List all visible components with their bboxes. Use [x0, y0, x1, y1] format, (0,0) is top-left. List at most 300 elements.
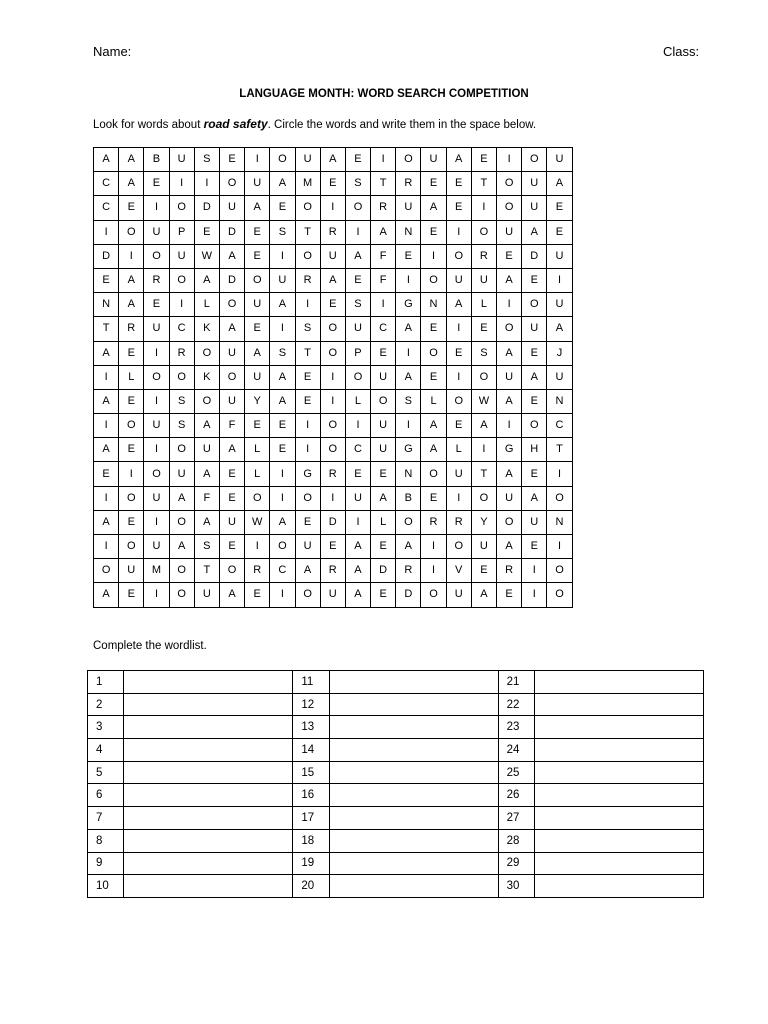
grid-letter[interactable]: I	[144, 438, 169, 462]
grid-letter[interactable]: I	[169, 293, 194, 317]
grid-letter[interactable]: F	[371, 244, 396, 268]
grid-letter[interactable]: E	[446, 172, 471, 196]
grid-letter[interactable]: R	[497, 559, 522, 583]
grid-letter[interactable]: O	[471, 486, 496, 510]
grid-letter[interactable]: R	[320, 559, 345, 583]
grid-letter[interactable]: U	[446, 583, 471, 607]
grid-letter[interactable]: U	[219, 510, 244, 534]
grid-letter[interactable]: T	[547, 438, 572, 462]
grid-letter[interactable]: E	[320, 293, 345, 317]
grid-letter[interactable]: O	[144, 462, 169, 486]
grid-letter[interactable]: S	[270, 220, 295, 244]
grid-letter[interactable]: E	[371, 535, 396, 559]
grid-letter[interactable]: I	[119, 244, 144, 268]
grid-letter[interactable]: O	[194, 341, 219, 365]
grid-letter[interactable]: S	[471, 341, 496, 365]
grid-letter[interactable]: O	[497, 510, 522, 534]
wordlist-answer-field[interactable]	[534, 829, 703, 852]
grid-letter[interactable]: E	[270, 438, 295, 462]
grid-letter[interactable]: I	[421, 244, 446, 268]
grid-letter[interactable]: O	[446, 535, 471, 559]
grid-letter[interactable]: L	[194, 293, 219, 317]
grid-letter[interactable]: R	[446, 510, 471, 534]
grid-letter[interactable]: A	[371, 220, 396, 244]
grid-letter[interactable]: O	[245, 268, 270, 292]
grid-letter[interactable]: E	[446, 196, 471, 220]
grid-letter[interactable]: R	[421, 510, 446, 534]
grid-letter[interactable]: A	[219, 438, 244, 462]
grid-letter[interactable]: U	[371, 365, 396, 389]
grid-letter[interactable]: I	[396, 341, 421, 365]
grid-letter[interactable]: A	[421, 196, 446, 220]
wordlist-answer-field[interactable]	[329, 716, 498, 739]
grid-letter[interactable]: A	[169, 535, 194, 559]
grid-letter[interactable]: U	[371, 438, 396, 462]
grid-letter[interactable]: F	[194, 486, 219, 510]
grid-letter[interactable]: A	[94, 438, 119, 462]
grid-letter[interactable]: O	[119, 414, 144, 438]
grid-letter[interactable]: R	[295, 268, 320, 292]
grid-letter[interactable]: U	[295, 535, 320, 559]
grid-letter[interactable]: I	[270, 583, 295, 607]
grid-letter[interactable]: I	[446, 317, 471, 341]
grid-letter[interactable]: I	[94, 486, 119, 510]
grid-letter[interactable]: O	[169, 268, 194, 292]
grid-letter[interactable]: E	[295, 389, 320, 413]
grid-letter[interactable]: E	[119, 196, 144, 220]
grid-letter[interactable]: E	[270, 196, 295, 220]
wordlist-answer-field[interactable]	[124, 852, 293, 875]
wordlist-answer-field[interactable]	[124, 829, 293, 852]
grid-letter[interactable]: O	[119, 486, 144, 510]
grid-letter[interactable]: R	[245, 559, 270, 583]
grid-letter[interactable]: O	[169, 559, 194, 583]
grid-letter[interactable]: A	[371, 486, 396, 510]
grid-letter[interactable]: U	[547, 293, 572, 317]
grid-letter[interactable]: E	[345, 268, 370, 292]
grid-letter[interactable]: A	[497, 389, 522, 413]
grid-letter[interactable]: Y	[471, 510, 496, 534]
grid-letter[interactable]: O	[144, 365, 169, 389]
grid-letter[interactable]: E	[471, 559, 496, 583]
grid-letter[interactable]: A	[194, 414, 219, 438]
grid-letter[interactable]: A	[94, 148, 119, 172]
grid-letter[interactable]: U	[522, 172, 547, 196]
wordlist-answer-field[interactable]	[124, 671, 293, 694]
grid-letter[interactable]: O	[169, 510, 194, 534]
grid-letter[interactable]: I	[396, 268, 421, 292]
grid-letter[interactable]: I	[547, 535, 572, 559]
grid-letter[interactable]: I	[119, 462, 144, 486]
grid-letter[interactable]: E	[94, 268, 119, 292]
grid-letter[interactable]: A	[345, 244, 370, 268]
grid-letter[interactable]: S	[295, 317, 320, 341]
grid-letter[interactable]: I	[94, 414, 119, 438]
wordlist-answer-field[interactable]	[329, 875, 498, 898]
grid-letter[interactable]: R	[396, 559, 421, 583]
grid-letter[interactable]: O	[497, 196, 522, 220]
grid-letter[interactable]: O	[295, 196, 320, 220]
grid-letter[interactable]: E	[219, 486, 244, 510]
grid-letter[interactable]: I	[270, 462, 295, 486]
grid-letter[interactable]: W	[194, 244, 219, 268]
grid-letter[interactable]: S	[169, 414, 194, 438]
grid-letter[interactable]: O	[320, 438, 345, 462]
grid-letter[interactable]: D	[94, 244, 119, 268]
grid-letter[interactable]: O	[169, 365, 194, 389]
grid-letter[interactable]: I	[522, 583, 547, 607]
grid-letter[interactable]: O	[295, 244, 320, 268]
grid-letter[interactable]: I	[94, 220, 119, 244]
grid-letter[interactable]: O	[547, 486, 572, 510]
grid-letter[interactable]: I	[345, 220, 370, 244]
grid-letter[interactable]: W	[471, 389, 496, 413]
grid-letter[interactable]: L	[245, 462, 270, 486]
grid-letter[interactable]: U	[169, 244, 194, 268]
grid-letter[interactable]: A	[522, 220, 547, 244]
grid-letter[interactable]: T	[295, 220, 320, 244]
grid-letter[interactable]: T	[471, 172, 496, 196]
grid-letter[interactable]: N	[547, 389, 572, 413]
grid-letter[interactable]: C	[547, 414, 572, 438]
grid-letter[interactable]: I	[547, 462, 572, 486]
grid-letter[interactable]: A	[497, 462, 522, 486]
grid-letter[interactable]: D	[219, 220, 244, 244]
grid-letter[interactable]: N	[421, 293, 446, 317]
grid-letter[interactable]: I	[144, 583, 169, 607]
grid-letter[interactable]: L	[345, 389, 370, 413]
grid-letter[interactable]: O	[421, 341, 446, 365]
grid-letter[interactable]: L	[421, 389, 446, 413]
grid-letter[interactable]: I	[421, 535, 446, 559]
grid-letter[interactable]: A	[270, 365, 295, 389]
grid-letter[interactable]: O	[320, 341, 345, 365]
grid-letter[interactable]: D	[194, 196, 219, 220]
grid-letter[interactable]: M	[295, 172, 320, 196]
grid-letter[interactable]: F	[371, 268, 396, 292]
grid-letter[interactable]: I	[94, 365, 119, 389]
grid-letter[interactable]: E	[345, 148, 370, 172]
grid-letter[interactable]: N	[94, 293, 119, 317]
grid-letter[interactable]: I	[396, 414, 421, 438]
wordlist-answer-field[interactable]	[534, 716, 703, 739]
grid-letter[interactable]: C	[169, 317, 194, 341]
grid-letter[interactable]: R	[396, 172, 421, 196]
wordlist-answer-field[interactable]	[534, 739, 703, 762]
grid-letter[interactable]: E	[219, 535, 244, 559]
wordlist-answer-field[interactable]	[124, 716, 293, 739]
grid-letter[interactable]: D	[320, 510, 345, 534]
wordlist-answer-field[interactable]	[534, 761, 703, 784]
grid-letter[interactable]: D	[396, 583, 421, 607]
grid-letter[interactable]: E	[144, 293, 169, 317]
grid-letter[interactable]: S	[270, 341, 295, 365]
grid-letter[interactable]: U	[497, 365, 522, 389]
grid-letter[interactable]: A	[421, 414, 446, 438]
grid-letter[interactable]: U	[522, 196, 547, 220]
grid-letter[interactable]: A	[446, 148, 471, 172]
grid-letter[interactable]: O	[245, 486, 270, 510]
grid-letter[interactable]: E	[119, 389, 144, 413]
wordlist-answer-field[interactable]	[329, 671, 498, 694]
grid-letter[interactable]: S	[345, 172, 370, 196]
grid-letter[interactable]: E	[320, 535, 345, 559]
grid-letter[interactable]: E	[471, 148, 496, 172]
grid-letter[interactable]: U	[219, 389, 244, 413]
grid-letter[interactable]: U	[119, 559, 144, 583]
grid-letter[interactable]: E	[396, 244, 421, 268]
grid-letter[interactable]: E	[421, 365, 446, 389]
wordlist-answer-field[interactable]	[534, 693, 703, 716]
wordlist-answer-field[interactable]	[329, 784, 498, 807]
grid-letter[interactable]: O	[219, 172, 244, 196]
grid-letter[interactable]: A	[270, 293, 295, 317]
grid-letter[interactable]: U	[144, 220, 169, 244]
grid-letter[interactable]: E	[522, 268, 547, 292]
grid-letter[interactable]: S	[345, 293, 370, 317]
grid-letter[interactable]: A	[194, 462, 219, 486]
grid-letter[interactable]: S	[396, 389, 421, 413]
grid-letter[interactable]: E	[320, 172, 345, 196]
grid-letter[interactable]: O	[94, 559, 119, 583]
grid-letter[interactable]: E	[446, 414, 471, 438]
grid-letter[interactable]: N	[396, 462, 421, 486]
grid-letter[interactable]: U	[446, 268, 471, 292]
grid-letter[interactable]: U	[421, 148, 446, 172]
grid-letter[interactable]: D	[371, 559, 396, 583]
grid-letter[interactable]: U	[320, 583, 345, 607]
grid-letter[interactable]: A	[497, 341, 522, 365]
wordlist-answer-field[interactable]	[329, 693, 498, 716]
grid-letter[interactable]: A	[497, 268, 522, 292]
grid-letter[interactable]: I	[471, 438, 496, 462]
grid-letter[interactable]: O	[547, 583, 572, 607]
grid-letter[interactable]: A	[471, 414, 496, 438]
grid-letter[interactable]: U	[245, 365, 270, 389]
grid-letter[interactable]: U	[522, 317, 547, 341]
grid-letter[interactable]: O	[295, 583, 320, 607]
wordlist-answer-field[interactable]	[124, 739, 293, 762]
grid-letter[interactable]: U	[245, 293, 270, 317]
grid-letter[interactable]: A	[219, 317, 244, 341]
grid-letter[interactable]: I	[169, 172, 194, 196]
grid-letter[interactable]: I	[345, 414, 370, 438]
grid-letter[interactable]: I	[270, 244, 295, 268]
grid-letter[interactable]: I	[497, 293, 522, 317]
grid-letter[interactable]: E	[295, 510, 320, 534]
grid-letter[interactable]: A	[522, 486, 547, 510]
grid-letter[interactable]: D	[219, 268, 244, 292]
grid-letter[interactable]: E	[497, 583, 522, 607]
grid-letter[interactable]: I	[245, 535, 270, 559]
grid-letter[interactable]: A	[396, 365, 421, 389]
grid-letter[interactable]: I	[371, 148, 396, 172]
grid-letter[interactable]: C	[371, 317, 396, 341]
grid-letter[interactable]: U	[497, 220, 522, 244]
grid-letter[interactable]: O	[446, 244, 471, 268]
grid-letter[interactable]: U	[345, 486, 370, 510]
grid-letter[interactable]: O	[270, 535, 295, 559]
grid-letter[interactable]: U	[270, 268, 295, 292]
grid-letter[interactable]: O	[144, 244, 169, 268]
grid-letter[interactable]: S	[169, 389, 194, 413]
grid-letter[interactable]: E	[245, 244, 270, 268]
grid-letter[interactable]: E	[194, 220, 219, 244]
grid-letter[interactable]: U	[471, 268, 496, 292]
grid-letter[interactable]: E	[245, 220, 270, 244]
grid-letter[interactable]: E	[522, 462, 547, 486]
grid-letter[interactable]: O	[270, 148, 295, 172]
grid-letter[interactable]: E	[421, 220, 446, 244]
grid-letter[interactable]: C	[270, 559, 295, 583]
wordlist-answer-field[interactable]	[329, 739, 498, 762]
grid-letter[interactable]: R	[471, 244, 496, 268]
grid-letter[interactable]: U	[320, 244, 345, 268]
grid-letter[interactable]: L	[245, 438, 270, 462]
grid-letter[interactable]: I	[320, 365, 345, 389]
grid-letter[interactable]: O	[219, 559, 244, 583]
wordlist-answer-field[interactable]	[534, 852, 703, 875]
grid-letter[interactable]: I	[144, 510, 169, 534]
grid-letter[interactable]: I	[471, 196, 496, 220]
grid-letter[interactable]: A	[169, 486, 194, 510]
grid-letter[interactable]: R	[371, 196, 396, 220]
grid-letter[interactable]: E	[522, 389, 547, 413]
grid-letter[interactable]: U	[295, 148, 320, 172]
grid-letter[interactable]: U	[547, 148, 572, 172]
grid-letter[interactable]: O	[471, 220, 496, 244]
grid-letter[interactable]: L	[371, 510, 396, 534]
grid-letter[interactable]: U	[144, 486, 169, 510]
grid-letter[interactable]: I	[270, 317, 295, 341]
grid-letter[interactable]: W	[245, 510, 270, 534]
grid-letter[interactable]: A	[320, 148, 345, 172]
grid-letter[interactable]: E	[446, 341, 471, 365]
grid-letter[interactable]: T	[94, 317, 119, 341]
grid-letter[interactable]: N	[396, 220, 421, 244]
grid-letter[interactable]: E	[245, 583, 270, 607]
grid-letter[interactable]: E	[119, 341, 144, 365]
grid-letter[interactable]: T	[295, 341, 320, 365]
grid-letter[interactable]: E	[119, 438, 144, 462]
grid-letter[interactable]: E	[421, 317, 446, 341]
grid-letter[interactable]: E	[547, 196, 572, 220]
grid-letter[interactable]: E	[119, 583, 144, 607]
wordlist-answer-field[interactable]	[534, 784, 703, 807]
grid-letter[interactable]: I	[320, 486, 345, 510]
grid-letter[interactable]: I	[371, 293, 396, 317]
grid-letter[interactable]: O	[371, 389, 396, 413]
grid-letter[interactable]: I	[194, 172, 219, 196]
grid-letter[interactable]: I	[295, 414, 320, 438]
grid-letter[interactable]: R	[144, 268, 169, 292]
grid-letter[interactable]: O	[421, 462, 446, 486]
grid-letter[interactable]: R	[320, 220, 345, 244]
wordlist-answer-field[interactable]	[534, 875, 703, 898]
grid-letter[interactable]: N	[547, 510, 572, 534]
grid-letter[interactable]: U	[497, 486, 522, 510]
grid-letter[interactable]: Y	[245, 389, 270, 413]
grid-letter[interactable]: E	[522, 341, 547, 365]
grid-letter[interactable]: A	[421, 438, 446, 462]
grid-letter[interactable]: E	[497, 244, 522, 268]
grid-letter[interactable]: G	[396, 438, 421, 462]
grid-letter[interactable]: O	[522, 293, 547, 317]
grid-letter[interactable]: H	[522, 438, 547, 462]
wordlist-answer-field[interactable]	[534, 807, 703, 830]
grid-letter[interactable]: A	[396, 317, 421, 341]
grid-letter[interactable]: L	[119, 365, 144, 389]
grid-letter[interactable]: A	[119, 293, 144, 317]
grid-letter[interactable]: A	[320, 268, 345, 292]
grid-letter[interactable]: A	[194, 510, 219, 534]
grid-letter[interactable]: O	[396, 148, 421, 172]
grid-letter[interactable]: O	[295, 486, 320, 510]
grid-letter[interactable]: U	[245, 172, 270, 196]
grid-letter[interactable]: O	[522, 148, 547, 172]
grid-letter[interactable]: O	[320, 414, 345, 438]
grid-letter[interactable]: A	[396, 535, 421, 559]
grid-letter[interactable]: I	[497, 148, 522, 172]
grid-letter[interactable]: C	[94, 196, 119, 220]
grid-letter[interactable]: A	[119, 172, 144, 196]
grid-letter[interactable]: O	[194, 389, 219, 413]
grid-letter[interactable]: B	[396, 486, 421, 510]
grid-letter[interactable]: E	[270, 414, 295, 438]
grid-letter[interactable]: R	[169, 341, 194, 365]
grid-letter[interactable]: E	[245, 317, 270, 341]
grid-letter[interactable]: O	[522, 414, 547, 438]
grid-letter[interactable]: I	[421, 559, 446, 583]
wordlist-answer-field[interactable]	[124, 693, 293, 716]
grid-letter[interactable]: I	[270, 486, 295, 510]
grid-letter[interactable]: O	[497, 317, 522, 341]
grid-letter[interactable]: I	[144, 389, 169, 413]
wordlist-answer-field[interactable]	[329, 829, 498, 852]
grid-letter[interactable]: I	[547, 268, 572, 292]
grid-letter[interactable]: V	[446, 559, 471, 583]
grid-letter[interactable]: F	[219, 414, 244, 438]
grid-letter[interactable]: B	[144, 148, 169, 172]
grid-letter[interactable]: I	[144, 196, 169, 220]
grid-letter[interactable]: A	[94, 389, 119, 413]
wordlist-answer-field[interactable]	[329, 761, 498, 784]
grid-letter[interactable]: E	[245, 414, 270, 438]
grid-letter[interactable]: O	[119, 535, 144, 559]
grid-letter[interactable]: A	[94, 510, 119, 534]
grid-letter[interactable]: E	[94, 462, 119, 486]
grid-letter[interactable]: L	[471, 293, 496, 317]
grid-letter[interactable]: R	[119, 317, 144, 341]
grid-letter[interactable]: A	[219, 244, 244, 268]
grid-letter[interactable]: I	[446, 486, 471, 510]
grid-letter[interactable]: P	[345, 341, 370, 365]
grid-letter[interactable]: U	[345, 317, 370, 341]
wordlist-answer-field[interactable]	[329, 852, 498, 875]
wordlist-answer-field[interactable]	[329, 807, 498, 830]
grid-letter[interactable]: O	[169, 196, 194, 220]
grid-letter[interactable]: U	[194, 438, 219, 462]
grid-letter[interactable]: O	[345, 196, 370, 220]
grid-letter[interactable]: L	[446, 438, 471, 462]
grid-letter[interactable]: G	[295, 462, 320, 486]
grid-letter[interactable]: I	[320, 196, 345, 220]
grid-letter[interactable]: O	[219, 293, 244, 317]
grid-letter[interactable]: U	[169, 462, 194, 486]
grid-letter[interactable]: A	[345, 559, 370, 583]
grid-letter[interactable]: A	[119, 148, 144, 172]
grid-letter[interactable]: E	[371, 341, 396, 365]
